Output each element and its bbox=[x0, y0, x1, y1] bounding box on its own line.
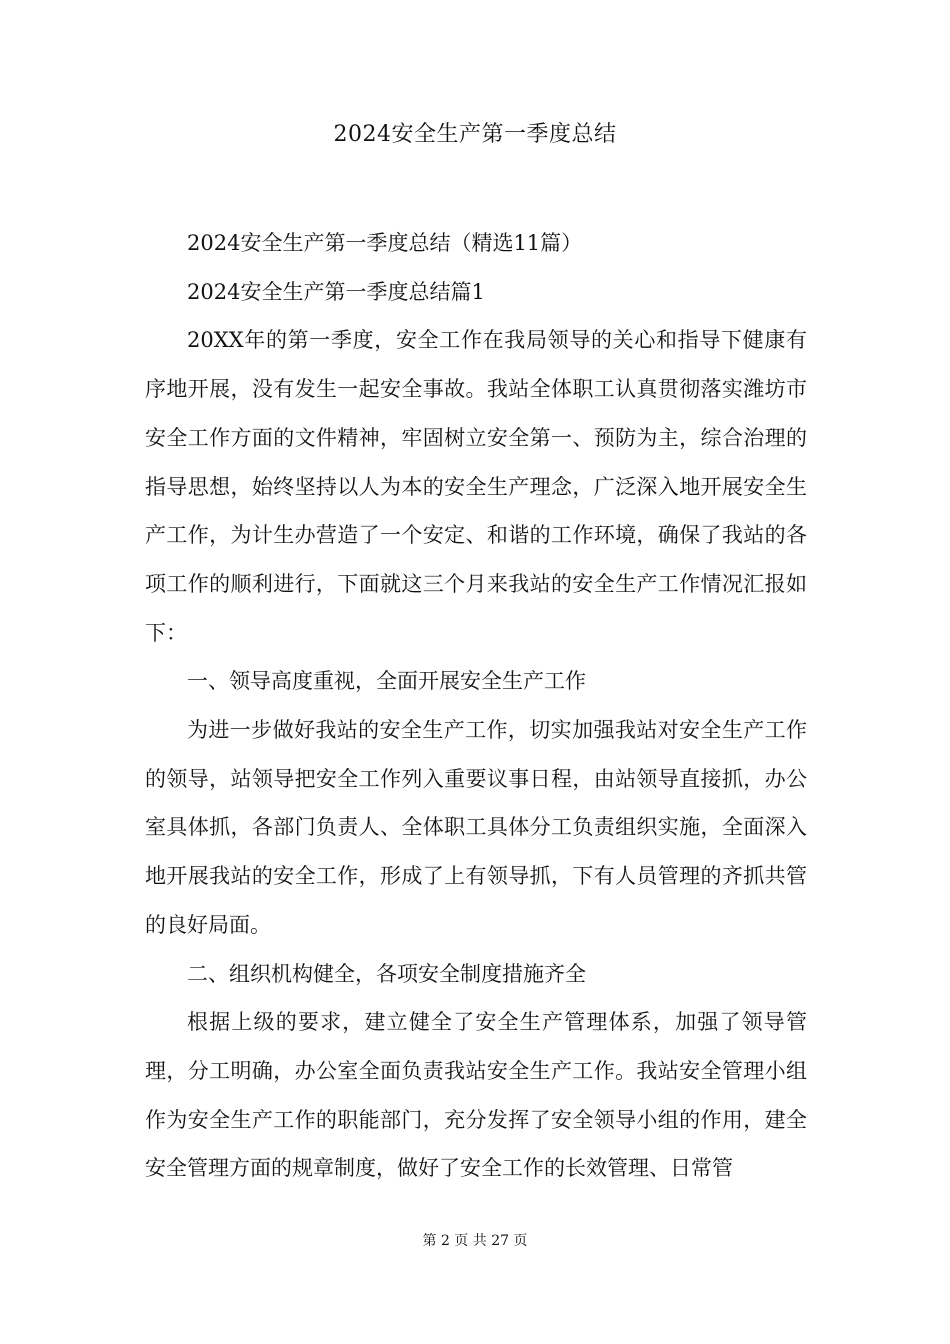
paragraph: 为进一步做好我站的安全生产工作，切实加强我站对安全生产工作的领导，站领导把安全工作列入重要议事日程，由站领导直接抓，办公室具体抓，各部门负责人、全体职工具体分工负责组织实施，全面深入地开展我站的安全工作，形成了上有领导抓，下有人员管理的齐抓共管的良好局面。 bbox=[145, 718, 807, 937]
subtitle-line: 2024安全生产第一季度总结（精选11篇） bbox=[187, 231, 583, 255]
section-heading: 一、领导高度重视，全面开展安全生产工作 bbox=[187, 669, 586, 694]
document-body bbox=[145, 219, 807, 1193]
paragraph: 根据上级的要求，建立健全了安全生产管理体系，加强了领导管理，分工明确，办公室全面负责我站安全生产工作。我站安全管理小组作为安全生产工作的职能部门，充分发挥了安全领导小组的作用，建全安全管理方面的规章制度，做好了安全工作的长效管理、日常管 bbox=[145, 1010, 807, 1181]
paragraph: 20XX年的第一季度，安全工作在我局领导的关心和指导下健康有序地开展，没有发生一起安全事故。我站全体职工认真贯彻落实潍坊市安全工作方面的文件精神，牢固树立安全第一、预防为主，综合治理的指导思想，始终坚持以人为本的安全生产理念，广泛深入地开展安全生产工作，为计生办营造了一个安定、和谐的工作环境，确保了我站的各项工作的顺利进行，下面就这三个月来我站的安全生产工作情况汇报如下： bbox=[145, 328, 807, 645]
page-footer: 第 2 页 共 27 页 bbox=[422, 1233, 528, 1249]
section-heading: 2024安全生产第一季度总结篇1 bbox=[187, 279, 485, 304]
document-title: 2024安全生产第一季度总结 bbox=[333, 122, 617, 147]
section-heading: 二、组织机构健全，各项安全制度措施齐全 bbox=[187, 961, 586, 986]
